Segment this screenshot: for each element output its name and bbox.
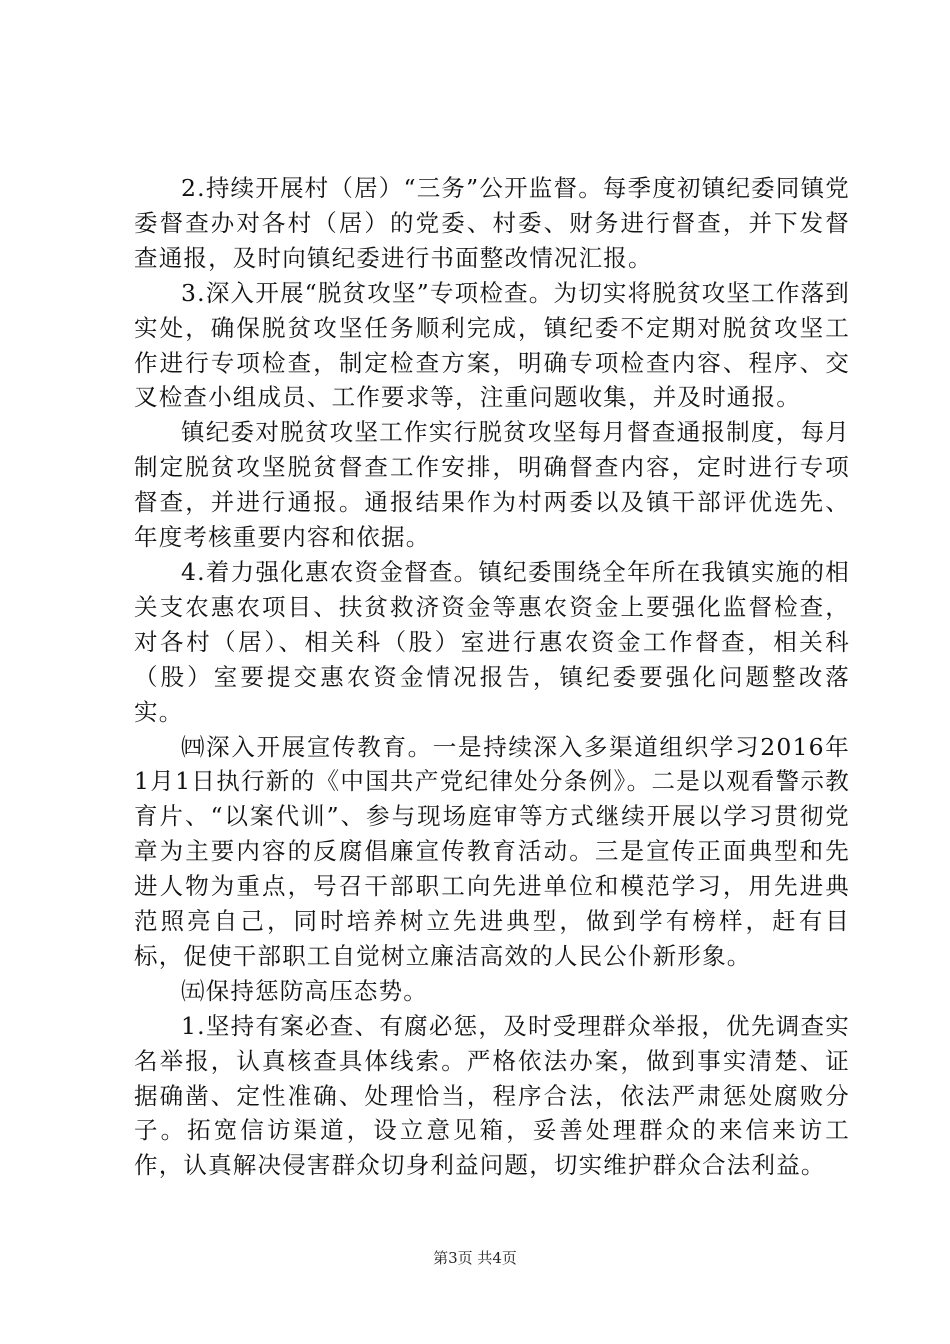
paragraph-publicity-education: ㈣深入开展宣传教育。一是持续深入多渠道组织学习2016年1月1日执行新的《中国共产党纪律处分条例》。二是以观看警示教育片、“以案代训”、参与现场庭审等方式继续开展以学习贯彻党章为主要内容的反腐倡廉宣传教育活动。三是宣传正面典型和先进人物为重点，号召干部职工向先进单位和模范学习，用先进典范照亮自己，同时培养树立先进典型，做到学有榜样，赶有目标，促使干部职工自觉树立廉洁高效的人民公仆新形象。 (134, 732, 850, 970)
paragraph-sanwu-supervision: 2.持续开展村（居）“三务”公开监督。每季度初镇纪委同镇党委督查办对各村（居）的党委、村委、财务进行督查，并下发督查通报，及时向镇纪委进行书面整改情况汇报。 (134, 174, 850, 272)
paragraph-agri-funds: 4.着力强化惠农资金督查。镇纪委围绕全年所在我镇实施的相关支农惠农项目、扶贫救济资金等惠农资金上要强化监督检查，对各村（居）、相关科（股）室进行惠农资金工作督查，相关科（股）室要提交惠农资金情况报告，镇纪委要强化问题整改落实。 (134, 557, 850, 726)
paragraph-poverty-inspection: 3.深入开展“脱贫攻坚”专项检查。为切实将脱贫攻坚工作落到实处，确保脱贫攻坚任务顺利完成，镇纪委不定期对脱贫攻坚工作进行专项检查，制定检查方案，明确专项检查内容、程序、交叉检查小组成员、工作要求等，注重问题收集，并及时通报。 (134, 278, 850, 412)
paragraph-monthly-report: 镇纪委对脱贫攻坚工作实行脱贫攻坚每月督查通报制度，每月制定脱贫攻坚脱贫督查工作安排，明确督查内容，定时进行专项督查，并进行通报。通报结果作为村两委以及镇干部评优选先、年度考核重要内容和依据。 (134, 418, 850, 552)
paragraph-high-pressure-heading: ㈤保持惩防高压态势。 (181, 976, 428, 1005)
document-body (134, 171, 850, 1183)
paragraph-case-handling: 1.坚持有案必查、有腐必惩，及时受理群众举报，优先调查实名举报，认真核查具体线索。严格依法办案，做到事实清楚、证据确凿、定性准确、处理恰当，程序合法，依法严肃惩处腐败分子。拓宽信访渠道，设立意见箱，妥善处理群众的来信来访工作，认真解决侵害群众切身利益问题，切实维护群众合法利益。 (134, 1011, 850, 1180)
page-footer: 第3页 共4页 (433, 1249, 517, 1267)
